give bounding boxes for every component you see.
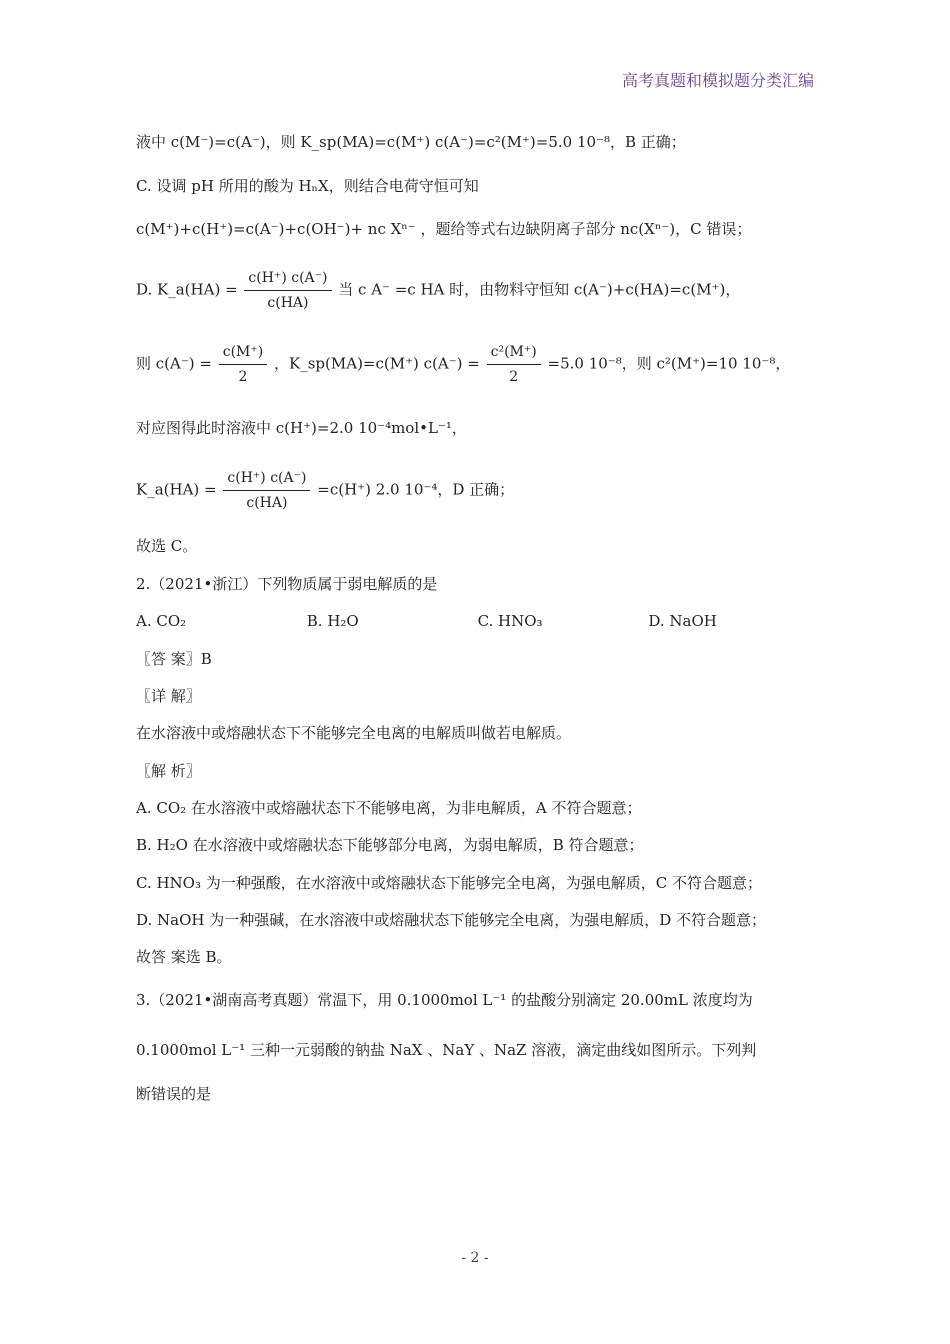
option-a: A. CO₂ [136,612,187,630]
page-number: - 2 - [461,1250,489,1266]
text-line: 断错误的是 [136,1085,212,1103]
text-line: 对应图得此时溶液中 c(H⁺)=2.0 10⁻⁴mol•L⁻¹， [136,419,467,437]
document-header-title: 高考真题和模拟题分类汇编 [621,71,814,90]
question-2-stem: 2.（2021•浙江）下列物质属于弱电解质的是 [136,575,438,593]
formula-prefix: D. K_a(HA) = [136,280,238,299]
question-3-stem: 3.（2021•湖南高考真题）常温下，用 0.1000mol L⁻¹ 的盐酸分别滴定 20.00mL 浓度均为 [136,991,753,1009]
fraction-numerator: c²(M⁺) [487,342,541,365]
explanation-label: 〖详 解〗 [136,687,201,705]
text-line: c(M⁺)+c(H⁺)=c(A⁻)+c(OH⁻)+ nc Xⁿ⁻ ，题给等式右边缺阴离子部分 nc(Xⁿ⁻)，C 错误； [136,220,752,238]
text-line: 故选 C。 [136,537,198,555]
fraction-denominator: c(HA) [267,295,309,311]
text-line: C. HNO₃ 为一种强酸，在水溶液中或熔融状态下能够完全电离，为强电解质，C 不符合题意； [136,874,763,892]
formula-prefix: K_a(HA) = [136,480,217,499]
formula-suffix: =c(H⁺) 2.0 10⁻⁴，D 正确； [317,480,515,499]
text-line: 0.1000mol L⁻¹ 三种一元弱酸的钠盐 NaX 、NaY 、NaZ 溶液，滴定曲线如图所示。下列判 [136,1041,757,1059]
fraction [223,468,310,513]
fraction [219,342,268,387]
text-line: B. H₂O 在水溶液中或熔融状态下能够部分电离，为弱电解质，B 符合题意； [136,836,644,854]
text-line: A. CO₂ 在水溶液中或熔融状态下不能够电离，为非电解质，A 不符合题意； [136,799,642,817]
formula-suffix: 当 c A⁻ =c HA 时，由物料守恒知 c(A⁻)+c(HA)=c(M⁺)， [338,280,741,299]
fraction [487,342,541,387]
option-d: D. NaOH [648,612,717,630]
formula-line-ka [136,468,514,513]
option-c: C. HNO₃ [477,612,543,630]
fraction-denominator: c(HA) [246,495,288,511]
fraction-denominator: 2 [509,369,519,385]
fraction-numerator: c(M⁺) [219,342,268,365]
text-line: 故答 案选 B。 [136,948,232,966]
answer-label: 〖答 案〗B [136,650,212,668]
text-line: 在水溶液中或熔融状态下不能够完全电离的电解质叫做若电解质。 [136,724,572,742]
text-line: D. NaOH 为一种强碱，在水溶液中或熔融状态下能够完全电离，为强电解质，D 不符合题意； [136,911,767,929]
fraction [244,268,331,313]
analysis-label: 〖解 析〗 [136,762,201,780]
formula-line-d [136,268,740,313]
option-b: B. H₂O [306,612,359,630]
formula-line-ze [136,342,790,387]
text-line: C. 设调 pH 所用的酸为 HₙX，则结合电荷守恒可知 [136,177,479,195]
fraction-numerator: c(H⁺) c(A⁻) [244,268,331,291]
options-row [136,611,814,631]
fraction-numerator: c(H⁺) c(A⁻) [223,468,310,491]
formula-middle: ，K_sp(MA)=c(M⁺) c(A⁻) = [274,354,480,373]
formula-suffix: =5.0 10⁻⁸，则 c²(M⁺)=10 10⁻⁸， [547,354,791,373]
fraction-denominator: 2 [238,369,248,385]
formula-prefix: 则 c(A⁻) = [136,354,212,373]
text-line: 液中 c(M⁻)=c(A⁻)，则 K_sp(MA)=c(M⁺) c(A⁻)=c²(M⁺)=5.0 10⁻⁸，B 正确； [136,133,686,151]
